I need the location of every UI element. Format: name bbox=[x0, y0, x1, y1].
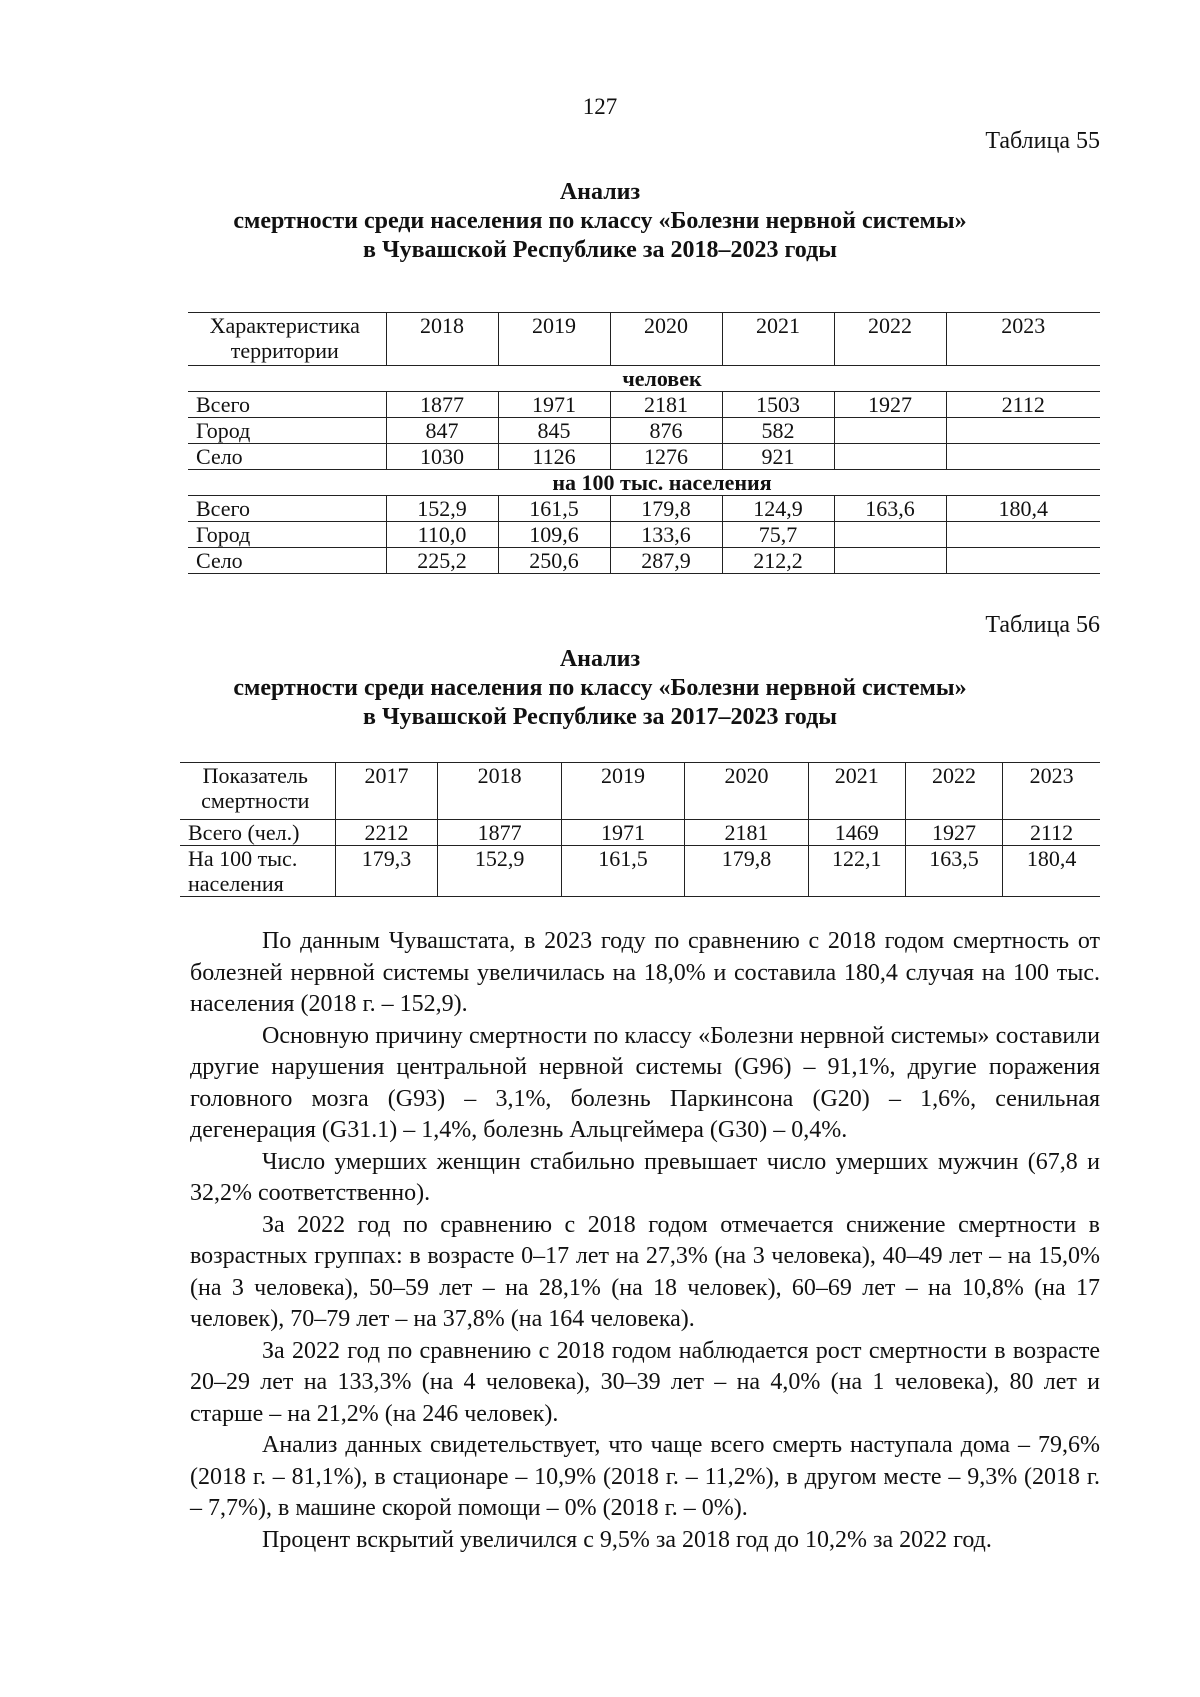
section-label: человек bbox=[188, 366, 1100, 392]
table-cell: 2112 bbox=[946, 392, 1100, 418]
table-row bbox=[188, 418, 1100, 444]
table-cell: 2212 bbox=[335, 820, 438, 846]
table-56-title bbox=[0, 645, 1200, 732]
column-header: 2023 bbox=[1003, 763, 1100, 820]
table-cell: 845 bbox=[498, 418, 610, 444]
table-row bbox=[180, 846, 1100, 897]
table-56-title-line: Анализ bbox=[559, 646, 641, 672]
paragraph: За 2022 год по сравнению с 2018 годом наблюдается рост смертности в возрасте 20–29 лет на 133,3% (на 4 человека), 30–39 лет – на 4,0% (на 1 человека), 80 лет и старше – на 21,2% (на 246 человек). bbox=[190, 1337, 1100, 1427]
table-cell bbox=[834, 444, 946, 470]
table-cell bbox=[834, 522, 946, 548]
table-55-label: Таблица 55 bbox=[985, 128, 1100, 154]
row-header: Всего (чел.) bbox=[180, 820, 335, 846]
table-cell: 109,6 bbox=[498, 522, 610, 548]
column-header: 2021 bbox=[722, 313, 834, 366]
table-row bbox=[188, 392, 1100, 418]
paragraph: Процент вскрытий увеличился с 9,5% за 2018 год до 10,2% за 2022 год. bbox=[262, 1526, 992, 1553]
table-cell: 122,1 bbox=[808, 846, 905, 897]
row-header: Город bbox=[188, 418, 386, 444]
table-cell: 161,5 bbox=[498, 496, 610, 522]
table-header-row bbox=[180, 763, 1100, 820]
table-cell: 180,4 bbox=[946, 496, 1100, 522]
page-number: 127 bbox=[582, 94, 618, 119]
table-cell: 1971 bbox=[498, 392, 610, 418]
table-55-title bbox=[0, 178, 1200, 265]
table-cell: 876 bbox=[610, 418, 722, 444]
paragraph: Анализ данных свидетельствует, что чаще всего смерть наступала дома – 79,6% (2018 г. – 81,1%), в стационаре – 10,9% (2018 г. – 11,2%), в другом месте – 9,3% (2018 г. – 7,7%), в машине скорой помощи – 0% (2018 г. – 0%). bbox=[190, 1432, 1100, 1521]
table-cell: 250,6 bbox=[498, 548, 610, 574]
table-cell: 161,5 bbox=[561, 846, 684, 897]
body-text bbox=[190, 926, 1100, 1556]
row-header: Город bbox=[188, 522, 386, 548]
row-header: Всего bbox=[188, 496, 386, 522]
paragraph: Основную причину смертности по классу «Болезни нервной системы» составили другие нарушения центральной нервной системы (G96) – 91,1%, другие поражения головного мозга (G93) – 3,1%, болезнь Паркинсона (G20) – 1,6%, сенильная дегенерация (G31.1) – 1,4%, болезнь Альцгеймера (G30) – 0,4%. bbox=[190, 1022, 1100, 1143]
row-header: Всего bbox=[188, 392, 386, 418]
column-header: 2019 bbox=[498, 313, 610, 366]
table-cell: 110,0 bbox=[386, 522, 498, 548]
table-cell: 1503 bbox=[722, 392, 834, 418]
table-cell: 2112 bbox=[1003, 820, 1100, 846]
table-cell: 1927 bbox=[834, 392, 946, 418]
table-56-label: Таблица 56 bbox=[985, 612, 1100, 638]
table-cell: 133,6 bbox=[610, 522, 722, 548]
column-header: 2018 bbox=[386, 313, 498, 366]
table-cell: 2181 bbox=[610, 392, 722, 418]
column-header: 2020 bbox=[610, 313, 722, 366]
column-header: 2020 bbox=[685, 763, 808, 820]
table-row bbox=[188, 444, 1100, 470]
table-cell: 921 bbox=[722, 444, 834, 470]
table-cell: 2181 bbox=[685, 820, 808, 846]
column-header: 2022 bbox=[834, 313, 946, 366]
column-header: 2021 bbox=[808, 763, 905, 820]
column-header: 2023 bbox=[946, 313, 1100, 366]
table-56-title-line: смертности среди населения по классу «Болезни нервной системы» bbox=[233, 675, 967, 701]
paragraph: Число умерших женщин стабильно превышает число умерших мужчин (67,8 и 32,2% соответственно). bbox=[190, 1148, 1100, 1206]
table-cell: 1469 bbox=[808, 820, 905, 846]
table-cell bbox=[946, 548, 1100, 574]
table-55-title-line: в Чувашской Республике за 2018–2023 годы bbox=[363, 237, 837, 263]
table-row bbox=[180, 820, 1100, 846]
table-cell: 225,2 bbox=[386, 548, 498, 574]
table-cell: 1877 bbox=[438, 820, 561, 846]
table-cell: 152,9 bbox=[438, 846, 561, 897]
table-56 bbox=[180, 762, 1100, 897]
table-cell bbox=[946, 522, 1100, 548]
table-cell: 1971 bbox=[561, 820, 684, 846]
table-header-row bbox=[188, 313, 1100, 366]
table-cell bbox=[946, 444, 1100, 470]
column-header: Характеристика территории bbox=[209, 313, 360, 363]
row-header: Село bbox=[188, 548, 386, 574]
table-cell: 152,9 bbox=[386, 496, 498, 522]
table-row bbox=[188, 496, 1100, 522]
table-cell: 124,9 bbox=[722, 496, 834, 522]
section-label: на 100 тыс. населения bbox=[188, 470, 1100, 496]
table-cell bbox=[834, 548, 946, 574]
column-header: 2022 bbox=[905, 763, 1002, 820]
table-cell: 1877 bbox=[386, 392, 498, 418]
table-cell: 179,8 bbox=[610, 496, 722, 522]
column-header: 2017 bbox=[335, 763, 438, 820]
table-cell: 1276 bbox=[610, 444, 722, 470]
table-row bbox=[188, 522, 1100, 548]
table-cell: 1927 bbox=[905, 820, 1002, 846]
table-55 bbox=[188, 312, 1100, 574]
table-55-title-line: Анализ bbox=[559, 179, 641, 205]
table-55-title-line: смертности среди населения по классу «Болезни нервной системы» bbox=[233, 208, 967, 234]
table-cell: 163,5 bbox=[905, 846, 1002, 897]
table-56-title-line: в Чувашской Республике за 2017–2023 годы bbox=[363, 704, 837, 730]
table-cell: 163,6 bbox=[834, 496, 946, 522]
row-header: На 100 тыс. населения bbox=[180, 846, 335, 897]
table-cell: 847 bbox=[386, 418, 498, 444]
table-cell: 582 bbox=[722, 418, 834, 444]
table-cell bbox=[834, 418, 946, 444]
section-row bbox=[188, 366, 1100, 392]
table-cell: 1030 bbox=[386, 444, 498, 470]
table-cell: 179,3 bbox=[335, 846, 438, 897]
paragraph: За 2022 год по сравнению с 2018 годом отмечается снижение смертности в возрастных группах: в возрасте 0–17 лет на 27,3% (на 3 человека), 40–49 лет – на 15,0% (на 3 человека), 50–59 лет – на 28,1% (на 18 человек), 60–69 лет – на 10,8% (на 17 человек), 70–79 лет – на 37,8% (на 164 человека). bbox=[190, 1211, 1100, 1332]
table-cell: 287,9 bbox=[610, 548, 722, 574]
section-row bbox=[188, 470, 1100, 496]
column-header: Показатель смертности bbox=[201, 763, 310, 813]
table-cell: 1126 bbox=[498, 444, 610, 470]
table-row bbox=[188, 548, 1100, 574]
table-cell bbox=[946, 418, 1100, 444]
column-header: 2019 bbox=[561, 763, 684, 820]
row-header: Село bbox=[188, 444, 386, 470]
paragraph: По данным Чувашстата, в 2023 году по сравнению с 2018 годом смертность от болезней нервной системы увеличилась на 18,0% и составила 180,4 случая на 100 тыс. населения (2018 г. – 152,9). bbox=[190, 928, 1100, 1017]
table-cell: 180,4 bbox=[1003, 846, 1100, 897]
table-cell: 179,8 bbox=[685, 846, 808, 897]
column-header: 2018 bbox=[438, 763, 561, 820]
table-cell: 212,2 bbox=[722, 548, 834, 574]
table-cell: 75,7 bbox=[722, 522, 834, 548]
